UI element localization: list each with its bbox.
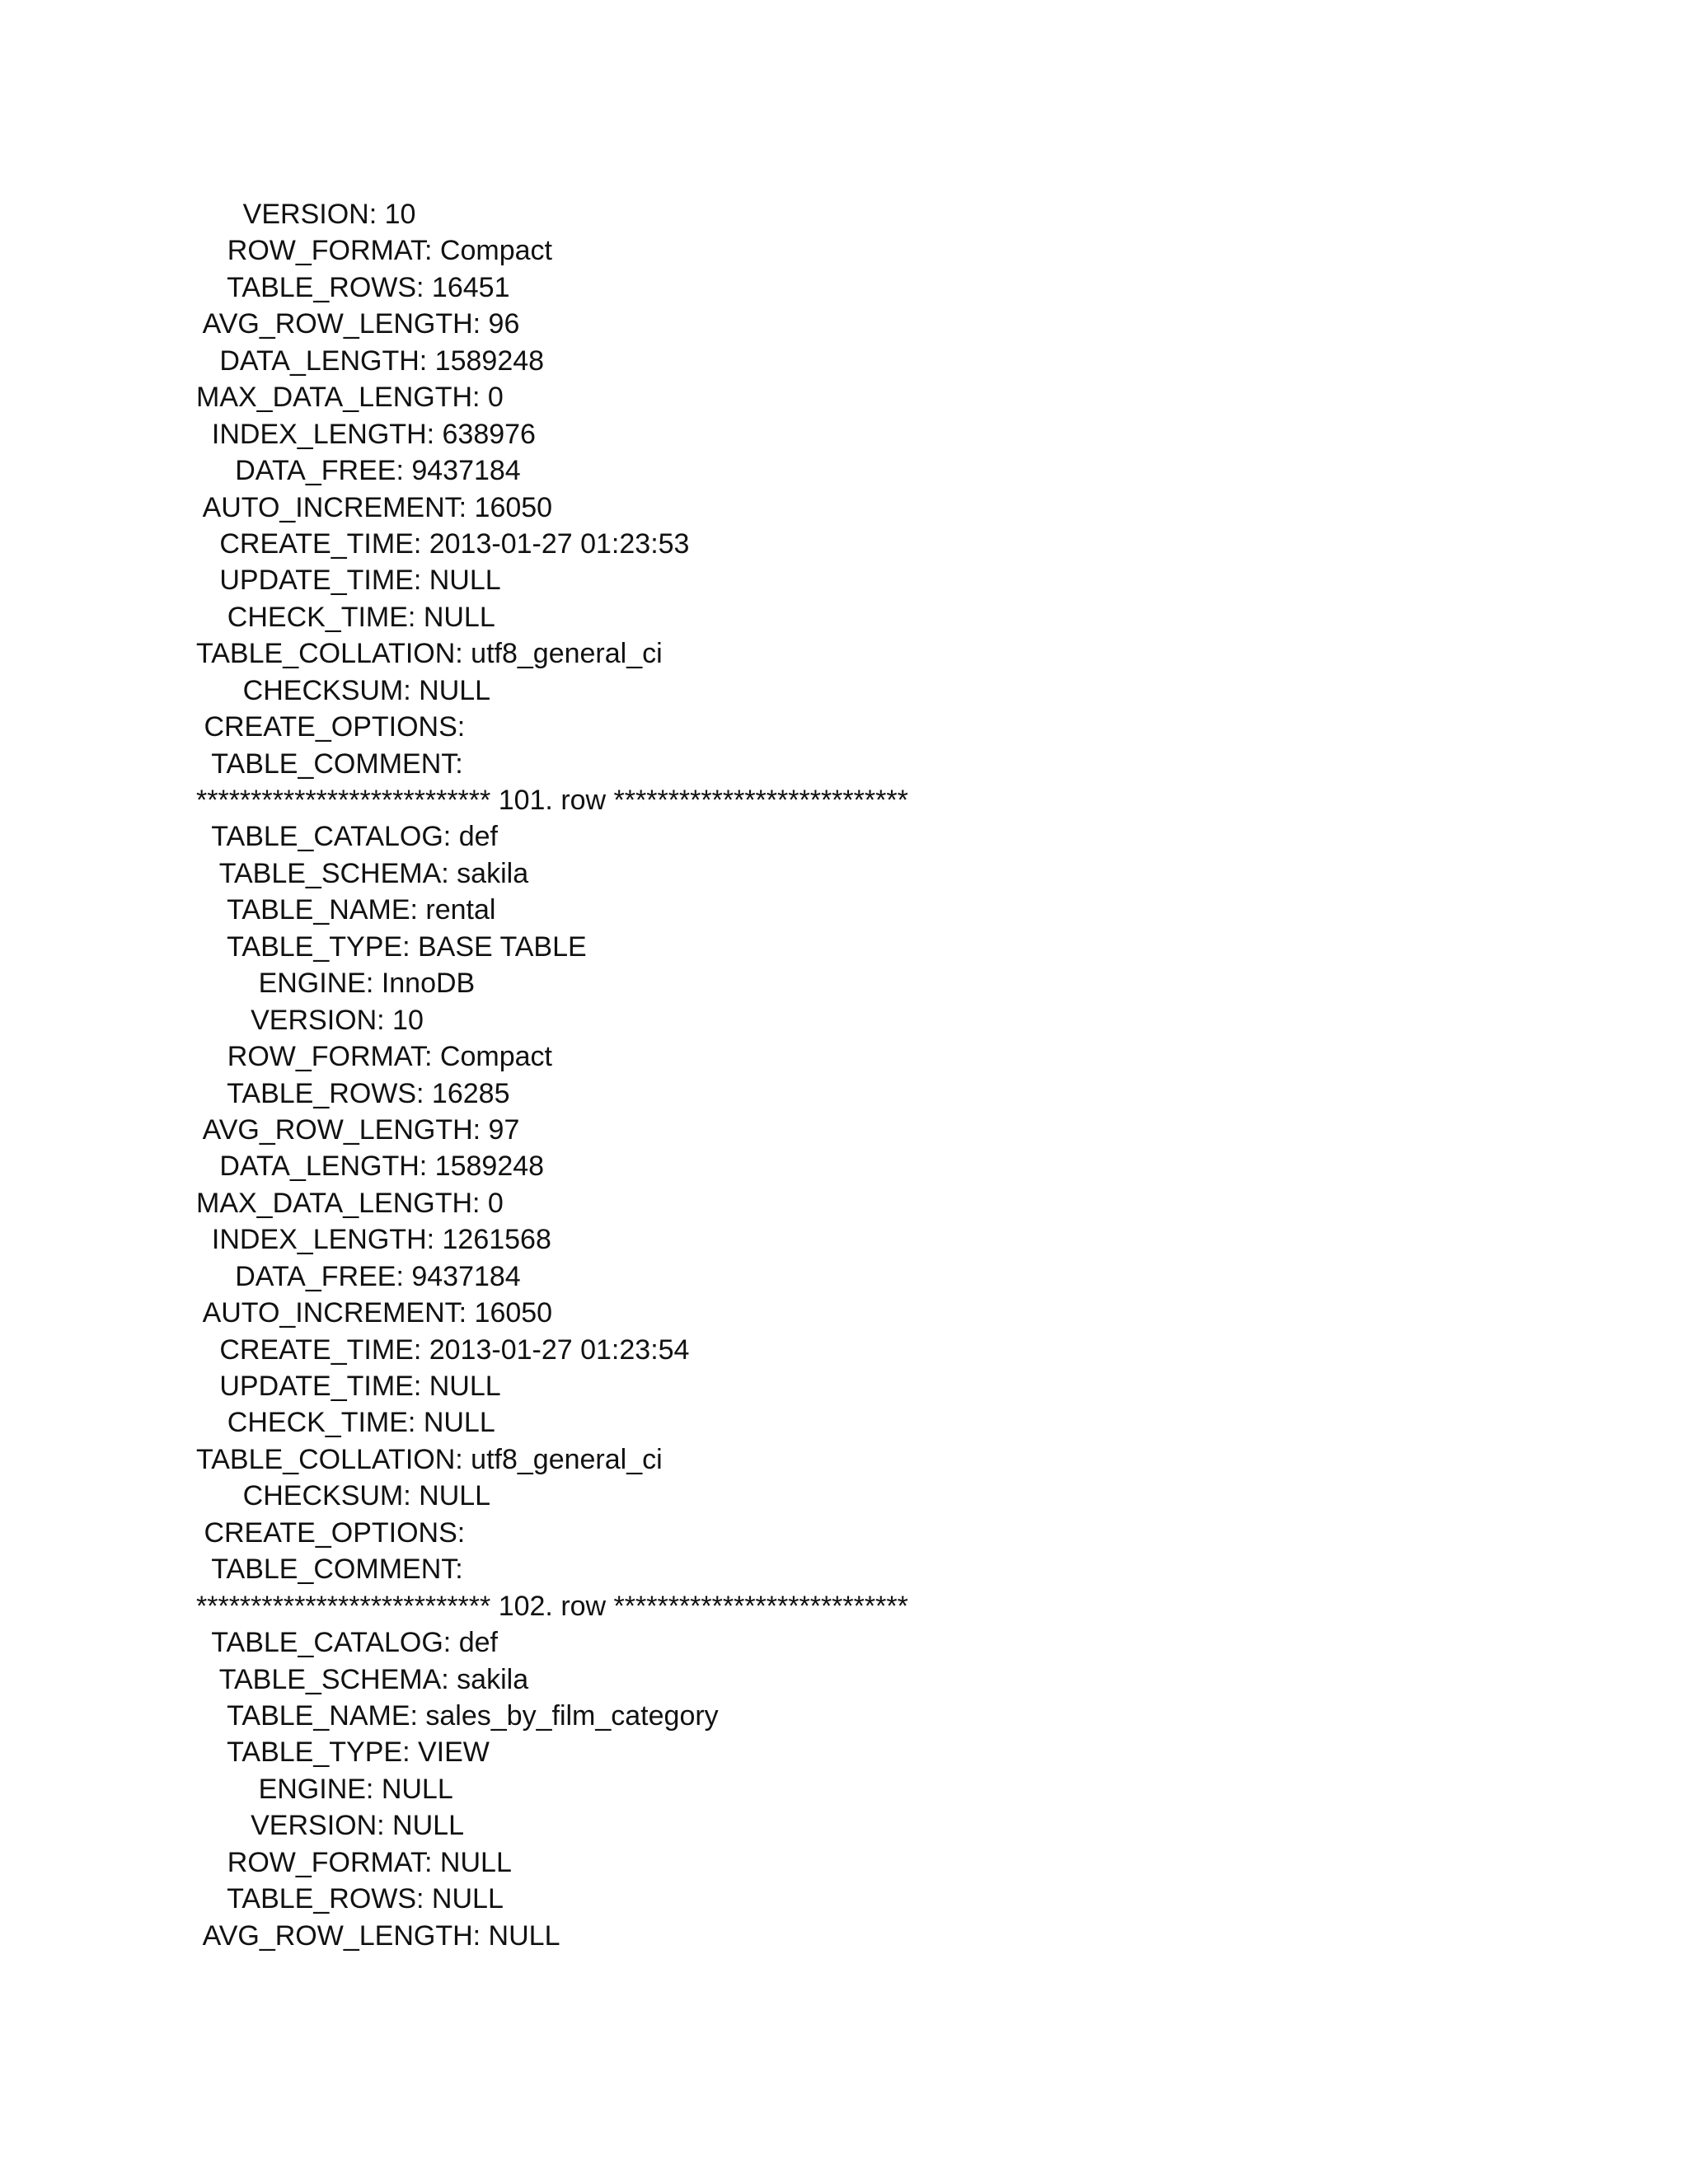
field-line: ENGINE: NULL [196, 1773, 453, 1805]
field-line: TABLE_COMMENT: [196, 748, 463, 780]
field-line: CREATE_OPTIONS: [196, 1516, 466, 1549]
field-line: TABLE_ROWS: 16451 [196, 271, 510, 303]
field-line: CHECKSUM: NULL [196, 674, 491, 706]
field-line: VERSION: NULL [196, 1810, 464, 1842]
field-line: TABLE_CATALOG: def [196, 1627, 498, 1659]
field-line: CREATE_OPTIONS: [196, 711, 466, 743]
field-line: CREATE_TIME: 2013-01-27 01:23:53 [196, 527, 690, 560]
document-text [196, 196, 908, 1954]
field-line: VERSION: 10 [196, 1004, 424, 1036]
field-line: ROW_FORMAT: Compact [196, 235, 552, 267]
field-line: CHECK_TIME: NULL [196, 1407, 495, 1439]
field-line: AVG_ROW_LENGTH: 97 [196, 1113, 520, 1146]
field-line: UPDATE_TIME: NULL [196, 565, 501, 597]
field-line: CHECK_TIME: NULL [196, 601, 495, 633]
field-line: AVG_ROW_LENGTH: 96 [196, 308, 520, 340]
field-line: CREATE_TIME: 2013-01-27 01:23:54 [196, 1333, 690, 1366]
field-line: TABLE_TYPE: VIEW [196, 1736, 490, 1769]
field-line: MAX_DATA_LENGTH: 0 [196, 382, 504, 414]
row-separator: *************************** 101. row *************************** [196, 785, 908, 816]
field-line: AVG_ROW_LENGTH: NULL [196, 1919, 560, 1952]
field-line: TABLE_NAME: sales_by_film_category [196, 1699, 719, 1732]
field-line: DATA_FREE: 9437184 [196, 455, 521, 487]
field-line: TABLE_COMMENT: [196, 1554, 463, 1586]
field-line: DATA_LENGTH: 1589248 [196, 1151, 545, 1183]
field-line: CHECKSUM: NULL [196, 1480, 491, 1512]
field-line: AUTO_INCREMENT: 16050 [196, 491, 553, 523]
row-separator: *************************** 102. row *************************** [196, 1590, 908, 1622]
field-line: TABLE_SCHEMA: sakila [196, 1663, 529, 1695]
field-line: TABLE_SCHEMA: sakila [196, 857, 529, 889]
field-line: INDEX_LENGTH: 1261568 [196, 1224, 551, 1256]
field-line: TABLE_ROWS: NULL [196, 1883, 504, 1915]
field-line: TABLE_ROWS: 16285 [196, 1077, 510, 1109]
field-line: DATA_FREE: 9437184 [196, 1260, 521, 1292]
field-line: TABLE_TYPE: BASE TABLE [196, 930, 587, 963]
field-line: AUTO_INCREMENT: 16050 [196, 1297, 553, 1329]
field-line: VERSION: 10 [196, 199, 416, 230]
field-line: ROW_FORMAT: Compact [196, 1041, 552, 1073]
field-line: TABLE_CATALOG: def [196, 821, 498, 853]
field-line: TABLE_COLLATION: utf8_general_ci [196, 1443, 663, 1475]
field-line: MAX_DATA_LENGTH: 0 [196, 1187, 504, 1219]
field-line: TABLE_NAME: rental [196, 894, 496, 926]
field-line: TABLE_COLLATION: utf8_general_ci [196, 638, 663, 670]
field-line: INDEX_LENGTH: 638976 [196, 418, 536, 450]
field-line: ROW_FORMAT: NULL [196, 1846, 512, 1878]
field-line: DATA_LENGTH: 1589248 [196, 344, 545, 377]
field-line: UPDATE_TIME: NULL [196, 1371, 501, 1402]
field-line: ENGINE: InnoDB [196, 968, 476, 1000]
